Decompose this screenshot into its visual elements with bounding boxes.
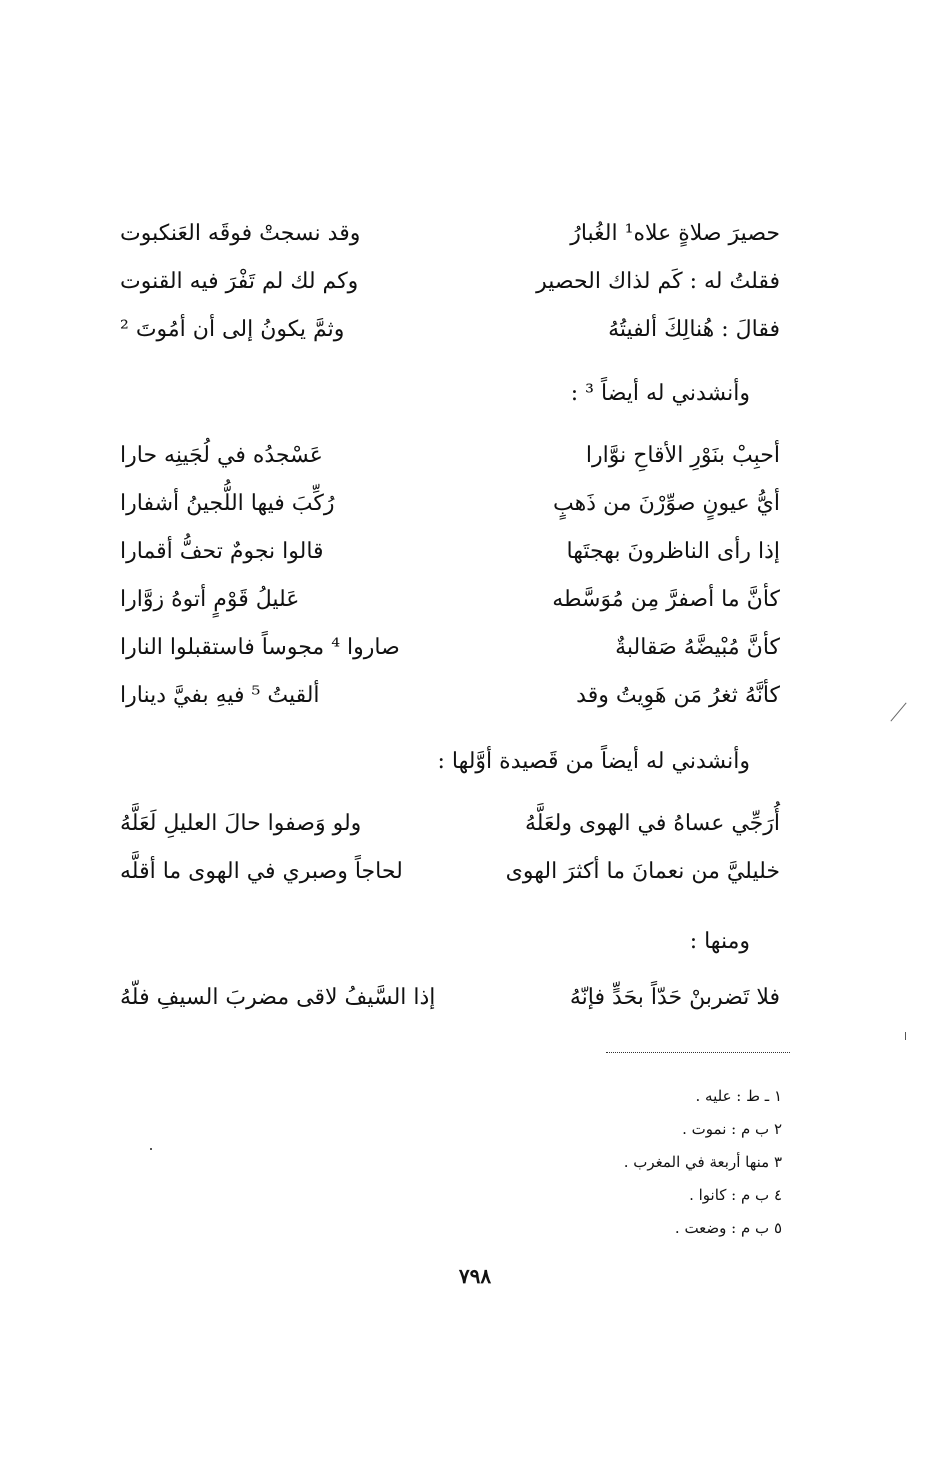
hemistich-second: عَسْجدُه في لُجَينِه حارا <box>120 443 323 468</box>
verse <box>120 576 780 624</box>
hemistich-first: فقلتُ له : كَم لذاك الحصير <box>536 269 780 294</box>
footnotes <box>624 1080 782 1245</box>
hemistich-first: إذا رأى الناظرونَ بهجتَها <box>566 539 780 564</box>
hemistich-second: قالوا نجومٌ تحفُّ أقمارا <box>120 539 324 564</box>
intro-line-3: وأنشدني له أيضاً من قَصيدة أوَّلها : <box>437 749 750 774</box>
verse <box>120 974 780 1022</box>
hemistich-second: ألقيتُ ⁵ فيهِ بفيَّ دينارا <box>120 683 320 708</box>
hemistich-second: وثمَّ يكونُ إلى أن أمُوتَ ² <box>120 317 345 342</box>
verse <box>120 480 780 528</box>
hemistich-first: حصيرَ صلاةٍ علاه¹ الغُبارُ <box>570 221 780 246</box>
hemistich-first: فلا تَضربنْ حَدّاً بحَدٍّ فإنّهُ <box>569 985 780 1010</box>
scan-artifact <box>905 1032 906 1040</box>
hemistich-second: لحاجاً وصبري في الهوى ما أقلَّه <box>120 859 403 884</box>
footnote: ١ ـ ط : عليه . <box>695 1087 782 1105</box>
page-number: ٧٩٨ <box>458 1264 492 1288</box>
verse <box>120 528 780 576</box>
poem-1 <box>120 210 780 354</box>
intro-line-4: ومنها : <box>689 929 750 954</box>
poem-2 <box>120 432 780 720</box>
hemistich-second: صاروا ⁴ مجوساً فاستقبلوا النارا <box>120 635 400 660</box>
hemistich-first: خليليَّ من نعمانَ ما أكثرَ الهوى <box>505 859 780 884</box>
poem-4 <box>120 974 780 1022</box>
hemistich-first: أيُّ عيونٍ صوِّرْنَ من ذَهبٍ <box>553 491 780 516</box>
hemistich-second: إذا السَّيفُ لاقى مضربَ السيفِ فلّهُ <box>120 985 436 1010</box>
hemistich-first: كأنَّ مُبْيضَّهُ صَقالبةٌ <box>615 635 780 660</box>
hemistich-second: عَليلُ قَوْمٍ أتوهُ زوَّارا <box>120 587 300 612</box>
verse <box>120 258 780 306</box>
hemistich-second: وكم لك لم تَفْرَ فيه القنوت <box>120 269 359 294</box>
hemistich-first: أُرَجِّي عساهُ في الهوى ولعَلَّهُ <box>524 811 780 836</box>
hemistich-second: ولو وَصفوا حالَ العليلِ لَعَلَّهُ <box>120 811 362 836</box>
footnote: ٣ منها أربعة في المغرب . <box>623 1153 782 1171</box>
verse <box>120 306 780 354</box>
footnote: ٤ ب م : كانوا . <box>689 1186 782 1204</box>
verse <box>120 800 780 848</box>
intro-line-2: وأنشدني له أيضاً ³ : <box>570 381 750 406</box>
hemistich-first: كأنَّهُ ثغرُ مَن هَوِيتُ وقد <box>576 683 780 708</box>
poem-3 <box>120 800 780 896</box>
scan-artifact <box>890 702 906 721</box>
scan-artifact <box>150 1148 152 1150</box>
hemistich-first: كأنَّ ما أصفرَّ مِن مُوَسَّطه <box>552 587 780 612</box>
verse <box>120 624 780 672</box>
verse <box>120 210 780 258</box>
footnote-separator <box>606 1052 790 1053</box>
hemistich-second: رُكِّبَ فيها اللُّجينُ أشفارا <box>120 491 335 516</box>
hemistich-first: أحبِبْ بنَوْرِ الأقاحِ نوَّارا <box>585 443 780 468</box>
verse <box>120 672 780 720</box>
verse <box>120 848 780 896</box>
hemistich-first: فقالَ : هُنالِكَ ألفيتُهُ <box>608 317 780 342</box>
verse <box>120 432 780 480</box>
footnote: ٢ ب م : نموت . <box>682 1120 782 1138</box>
hemistich-second: وقد نسجتْ فوقَه العَنكبوت <box>120 221 361 246</box>
footnote: ٥ ب م : وضعت . <box>674 1219 782 1237</box>
